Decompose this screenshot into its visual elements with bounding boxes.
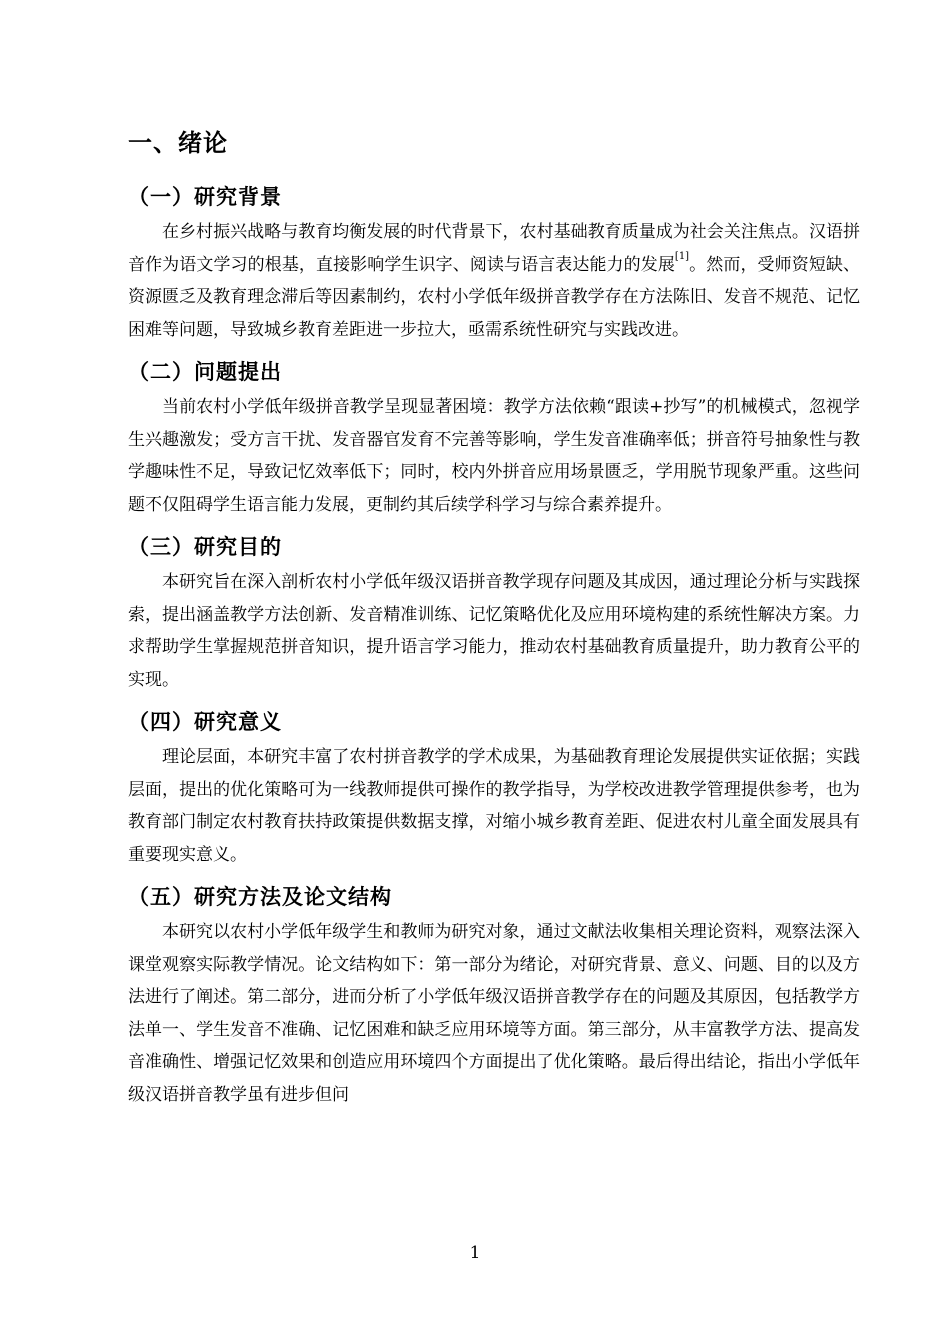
section-paragraph-problem: 当前农村小学低年级拼音教学呈现显著困境：教学方法依赖“跟读+抄写”的机械模式，忽视学生兴趣激发；受方言干扰、发音器官发育不完善等影响，学生发音准确率低；拼音符号抽象性与教学趣味性不足，导致记忆效率低下；同时，校内外拼音应用场景匮乏，学用脱节现象严重。这些问题不仅阻碍学生语言能力发展，更制约其后续学科学习与综合素养提升。 <box>128 397 860 515</box>
section-heading-significance: （四）研究意义 <box>128 710 282 734</box>
section-heading-purpose: （三）研究目的 <box>128 535 282 559</box>
section-paragraph-background <box>128 216 860 346</box>
page-number: 1 <box>469 1243 481 1263</box>
chapter-title: 一、绪论 <box>128 129 228 157</box>
section-heading-background: （一）研究背景 <box>128 185 282 209</box>
section-heading-methods: （五）研究方法及论文结构 <box>128 885 392 909</box>
page-body <box>128 126 860 1122</box>
paragraph-text-part: 。然而，受师资短缺、资源匮乏及教育理念滞后等因素制约，农村小学低年级拼音教学存在方法陈旧、发音不规范、记忆困难等问题，导致城乡教育差距进一步拉大，亟需系统性研究与实践改进。 <box>128 254 861 340</box>
section-paragraph-significance: 理论层面，本研究丰富了农村拼音教学的学术成果，为基础教育理论发展提供实证依据；实践层面，提出的优化策略可为一线教师提供可操作的教学指导，为学校改进教学管理提供参考，也为教育部门制定农村教育扶持政策提供数据支撑，对缩小城乡教育差距、促进农村儿童全面发展具有重要现实意义。 <box>128 747 860 865</box>
section-paragraph-purpose: 本研究旨在深入剖析农村小学低年级汉语拼音教学现存问题及其成因，通过理论分析与实践探索，提出涵盖教学方法创新、发音精准训练、记忆策略优化及应用环境构建的系统性解决方案。力求帮助学生掌握规范拼音知识，提升语言学习能力，推动农村基础教育质量提升，助力教育公平的实现。 <box>128 572 860 690</box>
paragraph-text-part: 在乡村振兴战略与教育均衡发展的时代背景下，农村基础教育质量成为社会关注焦点。汉语拼音作为语文学习的根基，直接影响学生识字、阅读与语言表达能力的发展 <box>128 222 860 275</box>
section-paragraph-methods: 本研究以农村小学低年级学生和教师为研究对象，通过文献法收集相关理论资料，观察法深入课堂观察实际教学情况。论文结构如下：第一部分为绪论，对研究背景、意义、问题、目的以及方法进行了阐述。第二部分，进而分析了小学低年级汉语拼音教学存在的问题及其原因，包括教学方法单一、学生发音不准确、记忆困难和缺乏应用环境等方面。第三部分，从丰富教学方法、提高发音准确性、增强记忆效果和创造应用环境四个方面提出了优化策略。最后得出结论，指出小学低年级汉语拼音教学虽有进步但问 <box>128 922 860 1105</box>
section-heading-problem: （二）问题提出 <box>128 360 282 384</box>
citation-reference[interactable]: [1] <box>674 250 690 262</box>
